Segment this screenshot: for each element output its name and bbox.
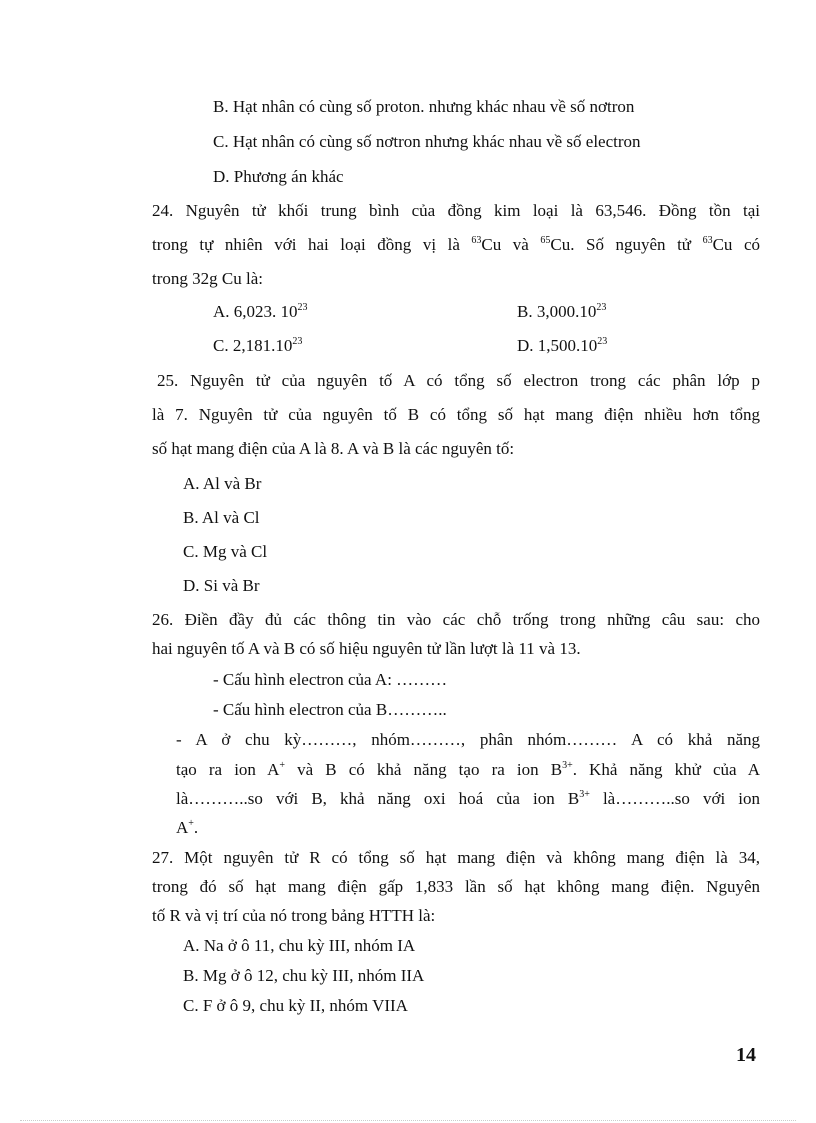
q23-option-b: B. Hạt nhân có cùng số proton. nhưng khác nhau về số nơtron [213, 97, 635, 116]
q24-text: trong tự nhiên với hai loại đồng vị là [152, 235, 472, 254]
option-text: A. 6,023. 10 [213, 302, 298, 321]
exponent: 23 [292, 336, 303, 347]
option-text: C. 2,181.10 [213, 336, 293, 355]
q24-text: Cu có [712, 235, 760, 254]
q24-option-d [517, 335, 607, 357]
q24-text: Cu. Số nguyên tử [550, 235, 703, 254]
q27-line-2: trong đó số hạt mang điện gấp 1,833 lần số hạt không mang điện. Nguyên [152, 877, 760, 896]
q25-option-c: C. Mg và Cl [183, 542, 268, 561]
q26-text: là………..so với B, khả năng oxi hoá của ion B [176, 789, 580, 808]
q27-line-1: 27. Một nguyên tử R có tổng số hạt mang điện và không mang điện là 34, [152, 848, 760, 867]
q26-text: và B có khả năng tạo ra ion B [285, 760, 563, 779]
q27-option-a: A. Na ở ô 11, chu kỳ III, nhóm IA [183, 936, 416, 955]
q26-text: tạo ra ion A [176, 760, 280, 779]
exponent: 23 [297, 302, 308, 313]
q26-text: là………..so với ion [589, 789, 760, 808]
q26-line-5: - A ở chu kỳ………, nhóm………, phân nhóm……… A có khả năng [176, 730, 760, 749]
isotope-mass: 63 [471, 235, 482, 246]
ion-charge: 3+ [562, 760, 573, 771]
q27-option-c: C. F ở ô 9, chu kỳ II, nhóm VIIA [183, 996, 408, 1015]
q26-line-1: 26. Điền đầy đủ các thông tin vào các chỗ trống trong những câu sau: cho [152, 610, 760, 629]
q26-text: . Khả năng khử của A [572, 760, 761, 779]
q26-line-8: A+. [176, 818, 199, 837]
q25-option-b: B. Al và Cl [183, 508, 260, 527]
q25-line-3: số hạt mang điện của A là 8. A và B là các nguyên tố: [152, 439, 515, 458]
footer-divider [20, 1120, 796, 1121]
q27-line-3: tố R và vị trí của nó trong bảng HTTH là: [152, 906, 436, 925]
q24-option-c [213, 335, 302, 357]
option-text: B. 3,000.10 [517, 302, 597, 321]
q24-option-b [517, 301, 606, 323]
q26-line-2: hai nguyên tố A và B có số hiệu nguyên tử lần lượt là 11 và 13. [152, 639, 581, 658]
ion-charge: + [279, 760, 286, 771]
q25-option-a: A. Al và Br [183, 474, 262, 493]
ion-charge: + [188, 818, 194, 829]
q24-option-a [213, 301, 308, 323]
q24-line-3: trong 32g Cu là: [152, 269, 263, 288]
isotope-mass: 65 [540, 235, 551, 246]
q26-config-b: - Cấu hình electron của B……….. [213, 700, 447, 719]
q24-line-1: 24. Nguyên tử khối trung bình của đồng kim loại là 63,546. Đồng tồn tại [152, 201, 760, 220]
q26-text: A [176, 818, 189, 837]
page-number: 14 [736, 1044, 756, 1066]
option-text: D. 1,500.10 [517, 336, 598, 355]
q25-option-d: D. Si và Br [183, 576, 260, 595]
q25-line-1: 25. Nguyên tử của nguyên tố A có tổng số electron trong các phân lớp p [157, 371, 760, 390]
exponent: 23 [597, 336, 608, 347]
q27-option-b: B. Mg ở ô 12, chu kỳ III, nhóm IIA [183, 966, 425, 985]
q24-text: Cu và [481, 235, 541, 254]
ion-charge: 3+ [579, 789, 590, 800]
q24-line-2 [152, 234, 760, 256]
q26-line-7 [176, 788, 760, 810]
q25-line-2: là 7. Nguyên tử của nguyên tố B có tổng số hạt mang điện nhiều hơn tổng [152, 405, 760, 424]
q23-option-d: D. Phương án khác [213, 167, 344, 186]
exponent: 23 [596, 302, 607, 313]
isotope-mass: 63 [702, 235, 713, 246]
q23-option-c: C. Hạt nhân có cùng số nơtron nhưng khác nhau về số electron [213, 132, 641, 151]
q26-config-a: - Cấu hình electron của A: ……… [213, 670, 448, 689]
q26-line-6 [176, 759, 760, 781]
